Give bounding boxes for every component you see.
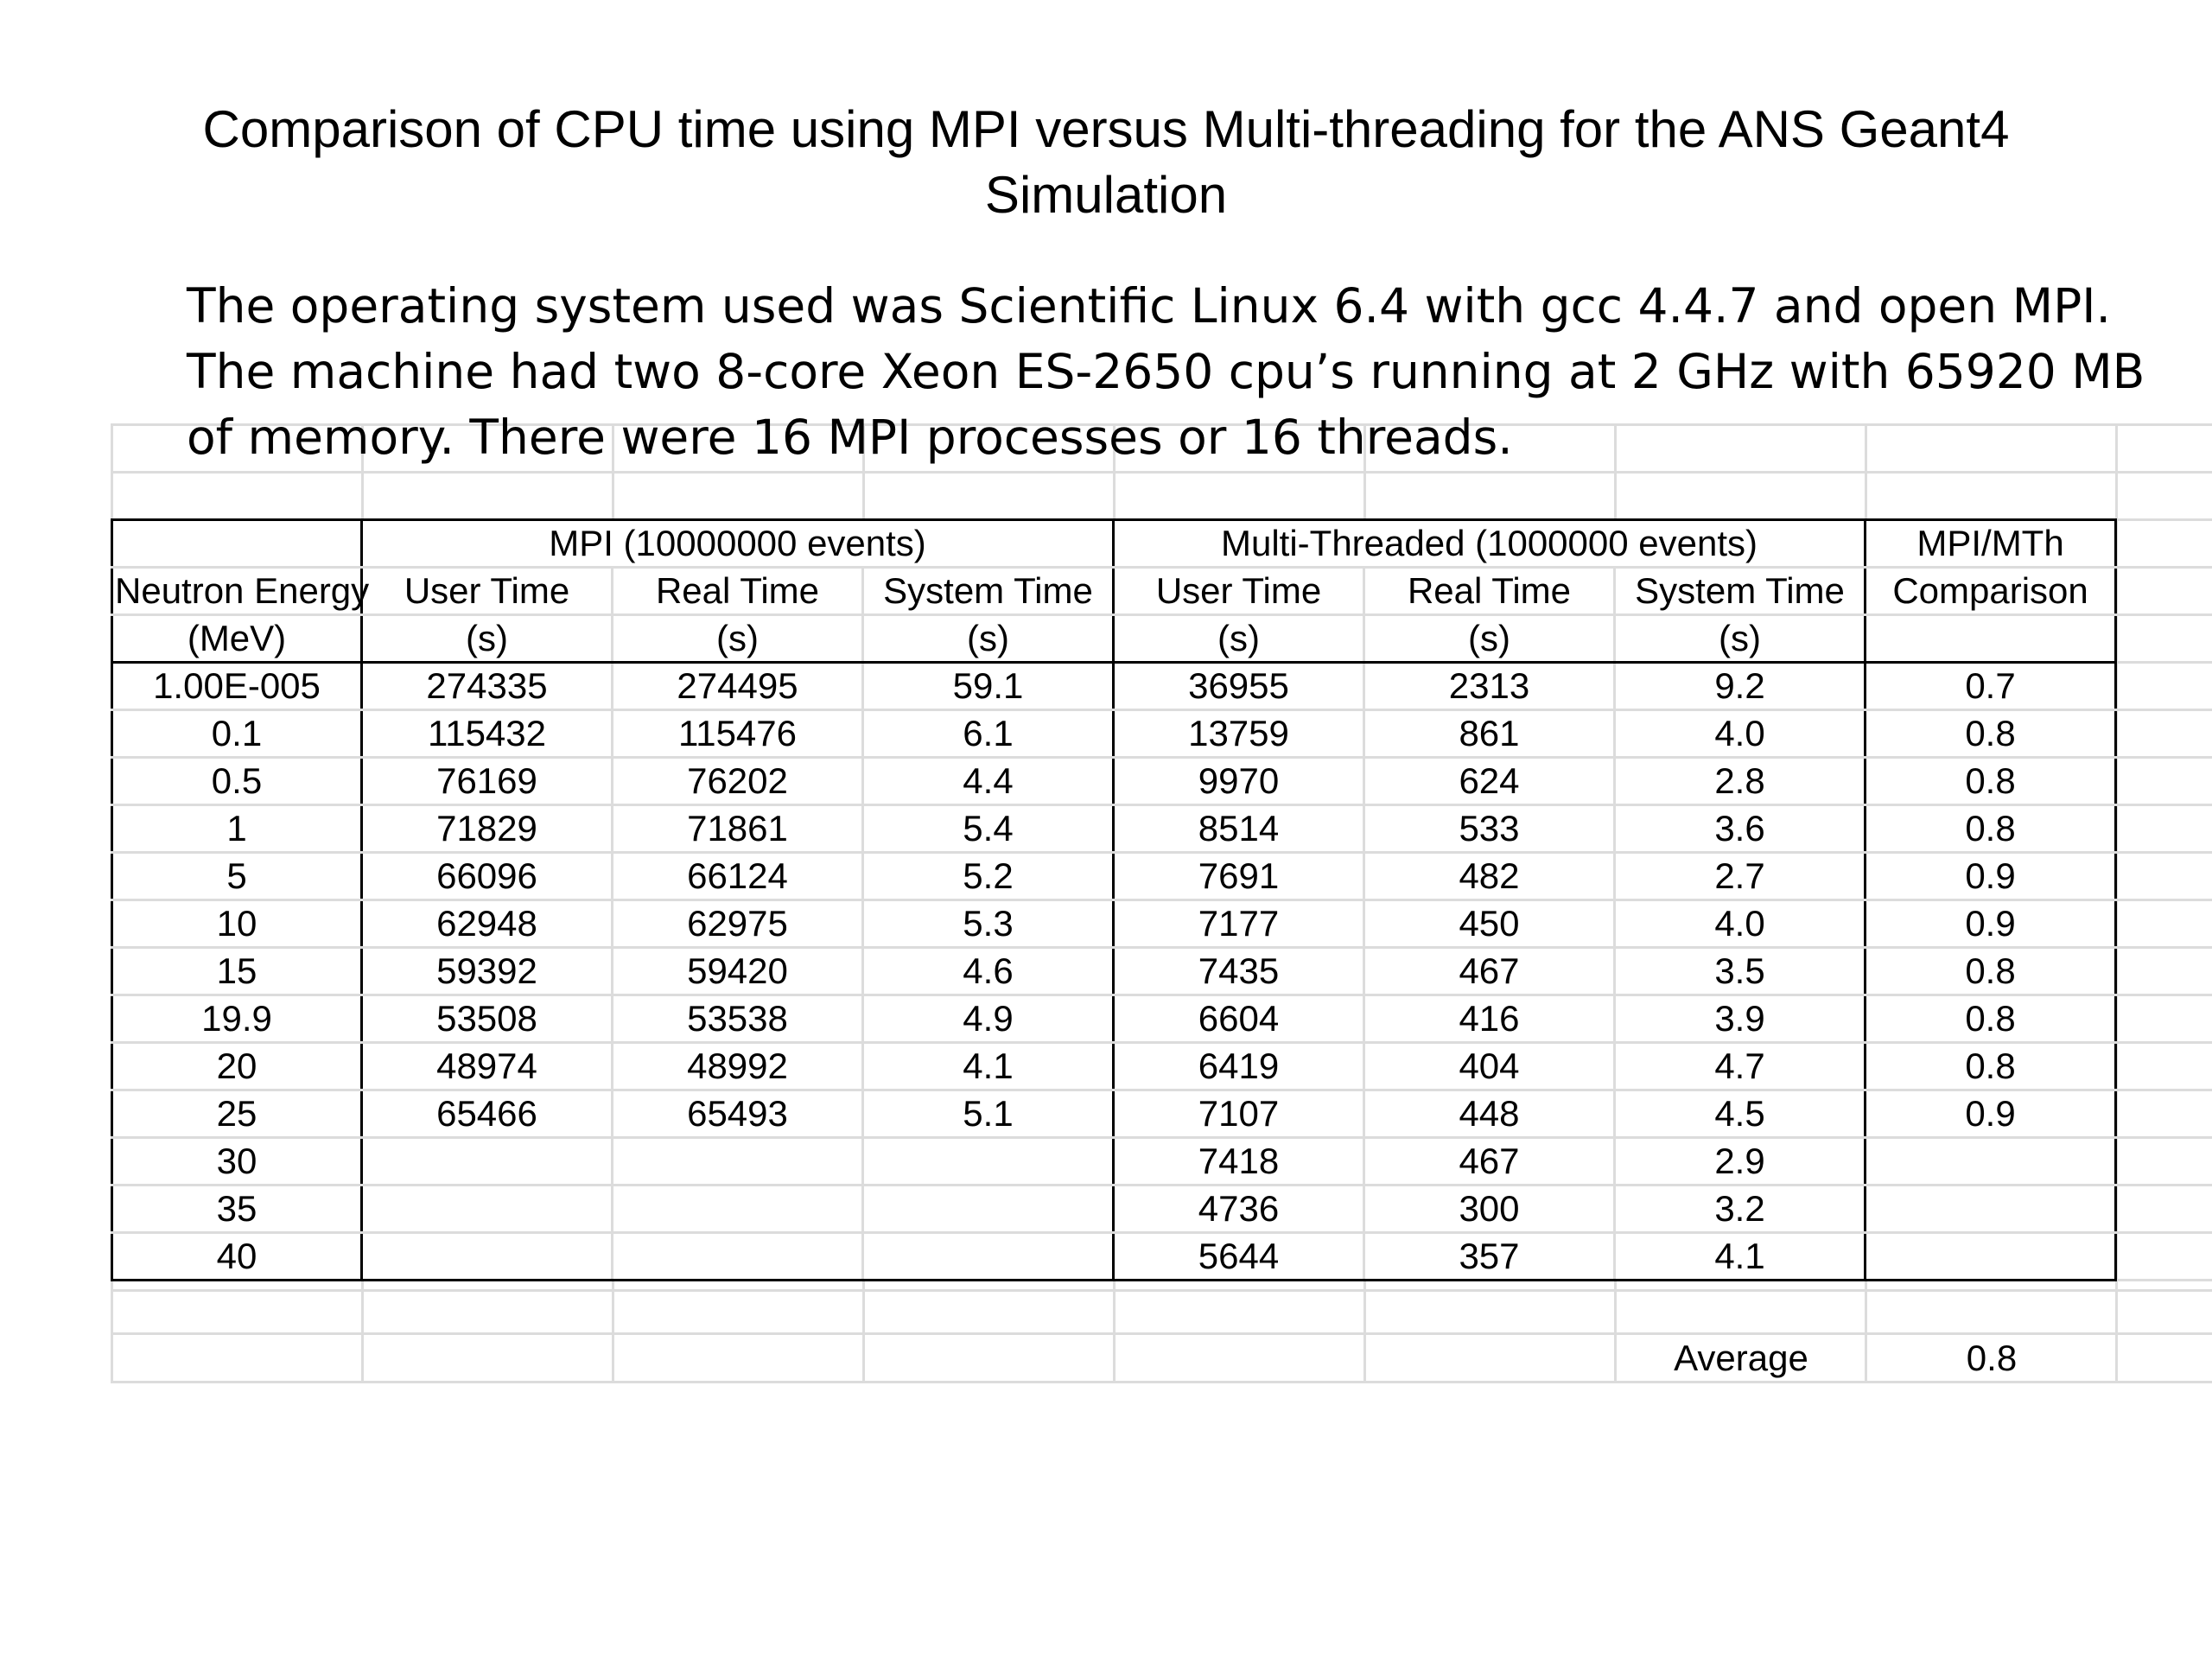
average-value: 0.8: [1966, 1338, 2018, 1378]
cell-comparison: 0.9: [1866, 1090, 2116, 1138]
cell-mpi-user: 53508: [362, 995, 613, 1043]
cell-mt-real: 300: [1364, 1185, 1615, 1233]
cell-comparison: [1866, 1233, 2116, 1281]
table-row: [112, 758, 2116, 805]
unit-mpi-real: (s): [613, 615, 863, 663]
cell-mt-user: 7435: [1114, 948, 1364, 995]
cell-mt-system: 9.2: [1615, 663, 1866, 710]
cell-mpi-real: [613, 1138, 863, 1185]
cell-mt-real: 467: [1364, 948, 1615, 995]
group-header-row: [112, 520, 2116, 568]
description-line-3: of memory. There were 16 MPI processes or 16 threads.: [187, 410, 1513, 465]
cell-mt-real: 416: [1364, 995, 1615, 1043]
cell-mpi-user: 274335: [362, 663, 613, 710]
average-label: Average: [1674, 1338, 1808, 1378]
col-header-energy: Neutron Energy: [112, 568, 362, 615]
cell-comparison: 0.8: [1866, 1043, 2116, 1090]
cell-mpi-real: 53538: [613, 995, 863, 1043]
cell-mt-system: 2.7: [1615, 853, 1866, 900]
table-row: [112, 995, 2116, 1043]
cell-mt-user: 7177: [1114, 900, 1364, 948]
cell-mt-real: 482: [1364, 853, 1615, 900]
cell-mt-system: 4.0: [1615, 900, 1866, 948]
group-header-ratio: MPI/MTh: [1866, 520, 2116, 568]
col-header-mt-system: System Time: [1615, 568, 1866, 615]
cell-energy: 30: [112, 1138, 362, 1185]
cell-mpi-system: 4.9: [863, 995, 1114, 1043]
cell-mpi-real: 274495: [613, 663, 863, 710]
cell-mpi-user: 66096: [362, 853, 613, 900]
cell-mpi-real: 65493: [613, 1090, 863, 1138]
table-row: [112, 663, 2116, 710]
col-header-mt-user: User Time: [1114, 568, 1364, 615]
cell-energy: 0.5: [112, 758, 362, 805]
cell-mpi-real: 59420: [613, 948, 863, 995]
cell-mt-real: 624: [1364, 758, 1615, 805]
cell-mt-real: 450: [1364, 900, 1615, 948]
cell-mpi-system: 5.4: [863, 805, 1114, 853]
cell-comparison: 0.7: [1866, 663, 2116, 710]
cell-comparison: 0.9: [1866, 853, 2116, 900]
cell-energy: 40: [112, 1233, 362, 1281]
cell-mpi-user: [362, 1138, 613, 1185]
cell-mpi-system: 4.1: [863, 1043, 1114, 1090]
units-row: [112, 615, 2116, 663]
cell-energy: 20: [112, 1043, 362, 1090]
cell-energy: 1: [112, 805, 362, 853]
cell-mpi-real: 62975: [613, 900, 863, 948]
cell-mt-real: 2313: [1364, 663, 1615, 710]
cell-mpi-real: 66124: [613, 853, 863, 900]
cell-energy: 1.00E-005: [112, 663, 362, 710]
table-row: [112, 1043, 2116, 1090]
cell-energy: 0.1: [112, 710, 362, 758]
cell-mpi-system: 4.6: [863, 948, 1114, 995]
cell-mt-real: 533: [1364, 805, 1615, 853]
cell-mpi-real: 76202: [613, 758, 863, 805]
table-row: [112, 710, 2116, 758]
cell-mpi-user: 65466: [362, 1090, 613, 1138]
cell-mpi-user: [362, 1185, 613, 1233]
cell-mpi-system: [863, 1138, 1114, 1185]
cell-mpi-user: [362, 1233, 613, 1281]
table-row: [112, 1138, 2116, 1185]
unit-mt-system: (s): [1615, 615, 1866, 663]
cell-mt-user: 7107: [1114, 1090, 1364, 1138]
cell-energy: 25: [112, 1090, 362, 1138]
cell-mt-real: 357: [1364, 1233, 1615, 1281]
cell-comparison: 0.8: [1866, 995, 2116, 1043]
cell-mt-user: 7691: [1114, 853, 1364, 900]
cell-mpi-user: 115432: [362, 710, 613, 758]
cell-mt-user: 4736: [1114, 1185, 1364, 1233]
cell-mpi-system: 59.1: [863, 663, 1114, 710]
unit-energy: (MeV): [112, 615, 362, 663]
table-row: [112, 1090, 2116, 1138]
cell-comparison: [1866, 1185, 2116, 1233]
cell-mt-real: 861: [1364, 710, 1615, 758]
cell-mt-system: 3.5: [1615, 948, 1866, 995]
description-line-2: The machine had two 8-core Xeon ES-2650 cpu’s running at 2 GHz with 65920 MB: [187, 344, 2145, 399]
group-header-empty: [112, 520, 362, 568]
cell-mt-system: 3.6: [1615, 805, 1866, 853]
cell-comparison: 0.8: [1866, 805, 2116, 853]
group-header-mt: Multi-Threaded (1000000 events): [1114, 520, 1866, 568]
cell-mt-real: 467: [1364, 1138, 1615, 1185]
cell-mpi-user: 59392: [362, 948, 613, 995]
cell-mpi-user: 71829: [362, 805, 613, 853]
cell-comparison: 0.9: [1866, 900, 2116, 948]
cell-mpi-system: 6.1: [863, 710, 1114, 758]
cell-mt-user: 36955: [1114, 663, 1364, 710]
col-header-mpi-real: Real Time: [613, 568, 863, 615]
cell-mt-user: 5644: [1114, 1233, 1364, 1281]
cell-mt-user: 9970: [1114, 758, 1364, 805]
cell-comparison: 0.8: [1866, 710, 2116, 758]
table-row: [112, 853, 2116, 900]
group-header-mpi: MPI (10000000 events): [362, 520, 1114, 568]
col-header-comparison: Comparison: [1866, 568, 2116, 615]
unit-mpi-system: (s): [863, 615, 1114, 663]
cell-mt-user: 8514: [1114, 805, 1364, 853]
cell-mt-real: 404: [1364, 1043, 1615, 1090]
title-line-2: Simulation: [984, 166, 1228, 224]
table-row: [112, 805, 2116, 853]
cell-mt-system: 3.2: [1615, 1185, 1866, 1233]
cell-energy: 35: [112, 1185, 362, 1233]
description: [187, 273, 2157, 470]
unit-mt-user: (s): [1114, 615, 1364, 663]
cell-mt-system: 2.8: [1615, 758, 1866, 805]
cell-comparison: [1866, 1138, 2116, 1185]
cell-mpi-real: [613, 1233, 863, 1281]
cell-mt-user: 7418: [1114, 1138, 1364, 1185]
column-header-row: [112, 568, 2116, 615]
table-body: [112, 663, 2116, 1281]
cell-mpi-real: 71861: [613, 805, 863, 853]
unit-comparison: [1866, 615, 2116, 663]
cell-mpi-system: [863, 1233, 1114, 1281]
cell-mpi-real: 115476: [613, 710, 863, 758]
cell-mpi-system: 5.3: [863, 900, 1114, 948]
table-row: [112, 900, 2116, 948]
cell-mpi-system: 5.2: [863, 853, 1114, 900]
cell-mpi-user: 62948: [362, 900, 613, 948]
cell-energy: 5: [112, 853, 362, 900]
cell-comparison: 0.8: [1866, 948, 2116, 995]
table-row: [112, 1233, 2116, 1281]
table-row: [112, 948, 2116, 995]
cell-energy: 10: [112, 900, 362, 948]
cell-energy: 19.9: [112, 995, 362, 1043]
cell-mt-user: 13759: [1114, 710, 1364, 758]
description-line-1: The operating system used was Scientific Linux 6.4 with gcc 4.4.7 and open MPI.: [187, 278, 2111, 334]
title-line-1: Comparison of CPU time using MPI versus Multi-threading for the ANS Geant4: [202, 100, 2010, 158]
cell-mpi-system: 5.1: [863, 1090, 1114, 1138]
cell-mpi-system: 4.4: [863, 758, 1114, 805]
cell-mpi-system: [863, 1185, 1114, 1233]
cell-mt-system: 4.5: [1615, 1090, 1866, 1138]
cell-mpi-real: 48992: [613, 1043, 863, 1090]
cpu-time-table: [111, 518, 2117, 1281]
table-row: [112, 1185, 2116, 1233]
cell-mt-system: 4.1: [1615, 1233, 1866, 1281]
cell-mt-user: 6604: [1114, 995, 1364, 1043]
col-header-mt-real: Real Time: [1364, 568, 1615, 615]
cell-mt-system: 3.9: [1615, 995, 1866, 1043]
cell-mpi-user: 48974: [362, 1043, 613, 1090]
cell-mt-system: 4.0: [1615, 710, 1866, 758]
cell-comparison: 0.8: [1866, 758, 2116, 805]
cell-energy: 15: [112, 948, 362, 995]
unit-mpi-user: (s): [362, 615, 613, 663]
col-header-mpi-user: User Time: [362, 568, 613, 615]
cell-mpi-real: [613, 1185, 863, 1233]
cell-mt-system: 2.9: [1615, 1138, 1866, 1185]
col-header-mpi-system: System Time: [863, 568, 1114, 615]
cell-mt-system: 4.7: [1615, 1043, 1866, 1090]
unit-mt-real: (s): [1364, 615, 1615, 663]
cell-mt-user: 6419: [1114, 1043, 1364, 1090]
cell-mt-real: 448: [1364, 1090, 1615, 1138]
cell-mpi-user: 76169: [362, 758, 613, 805]
